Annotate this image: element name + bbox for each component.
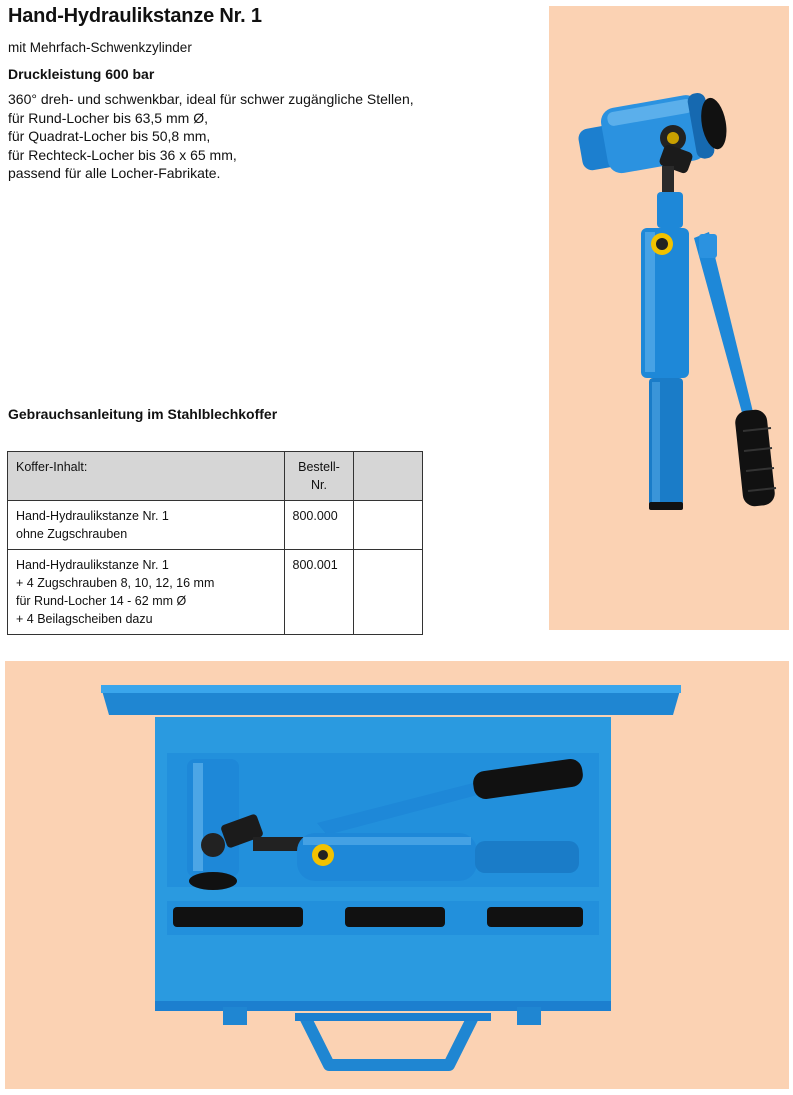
row-line: für Rund-Locher 14 - 62 mm Ø [16,594,187,608]
row-order-no: 800.000 [284,501,354,550]
product-title: Hand-Hydraulikstanze Nr. 1 [8,5,262,27]
product-subtitle: mit Mehrfach-Schwenkzylinder [8,40,192,55]
header-order-line1: Bestell- [298,460,340,474]
row-empty [354,550,423,635]
header-order-no [284,452,354,501]
table-row [8,501,423,550]
pressure-rating: Druckleistung 600 bar [8,66,155,82]
description-line: für Rechteck-Locher bis 36 x 65 mm, [8,146,237,163]
description-line: für Quadrat-Locher bis 50,8 mm, [8,128,211,144]
steel-case-illustration [5,661,789,1089]
header-contents: Koffer-Inhalt: [8,452,285,501]
order-table [7,451,423,635]
table-header-row [8,452,423,501]
row-line: Hand-Hydraulikstanze Nr. 1 [16,509,169,523]
row-order-no: 800.001 [284,550,354,635]
manual-note: Gebrauchsanleitung im Stahlblechkoffer [8,406,278,422]
description-line: für Rund-Locher bis 63,5 mm Ø, [8,109,208,126]
row-contents [8,550,285,635]
description-line: passend für alle Locher-Fabrikate. [8,165,221,181]
row-line: ohne Zugschrauben [16,527,128,541]
row-line: + 4 Beilagscheiben dazu [16,612,153,626]
table-row [8,550,423,635]
product-photo-tool [549,6,789,630]
row-empty [354,501,423,550]
header-order-line2: Nr. [310,478,327,492]
description-line: 360° dreh- und schwenkbar, ideal für schwer zugängliche Stellen, [8,91,414,107]
row-line: Hand-Hydraulikstanze Nr. 1 [16,558,169,572]
header-empty [354,452,423,501]
row-contents [8,501,285,550]
hydraulic-punch-illustration [549,6,789,630]
product-photo-case [5,661,789,1089]
product-description [8,90,414,183]
row-line: + 4 Zugschrauben 8, 10, 12, 16 mm [16,576,215,590]
